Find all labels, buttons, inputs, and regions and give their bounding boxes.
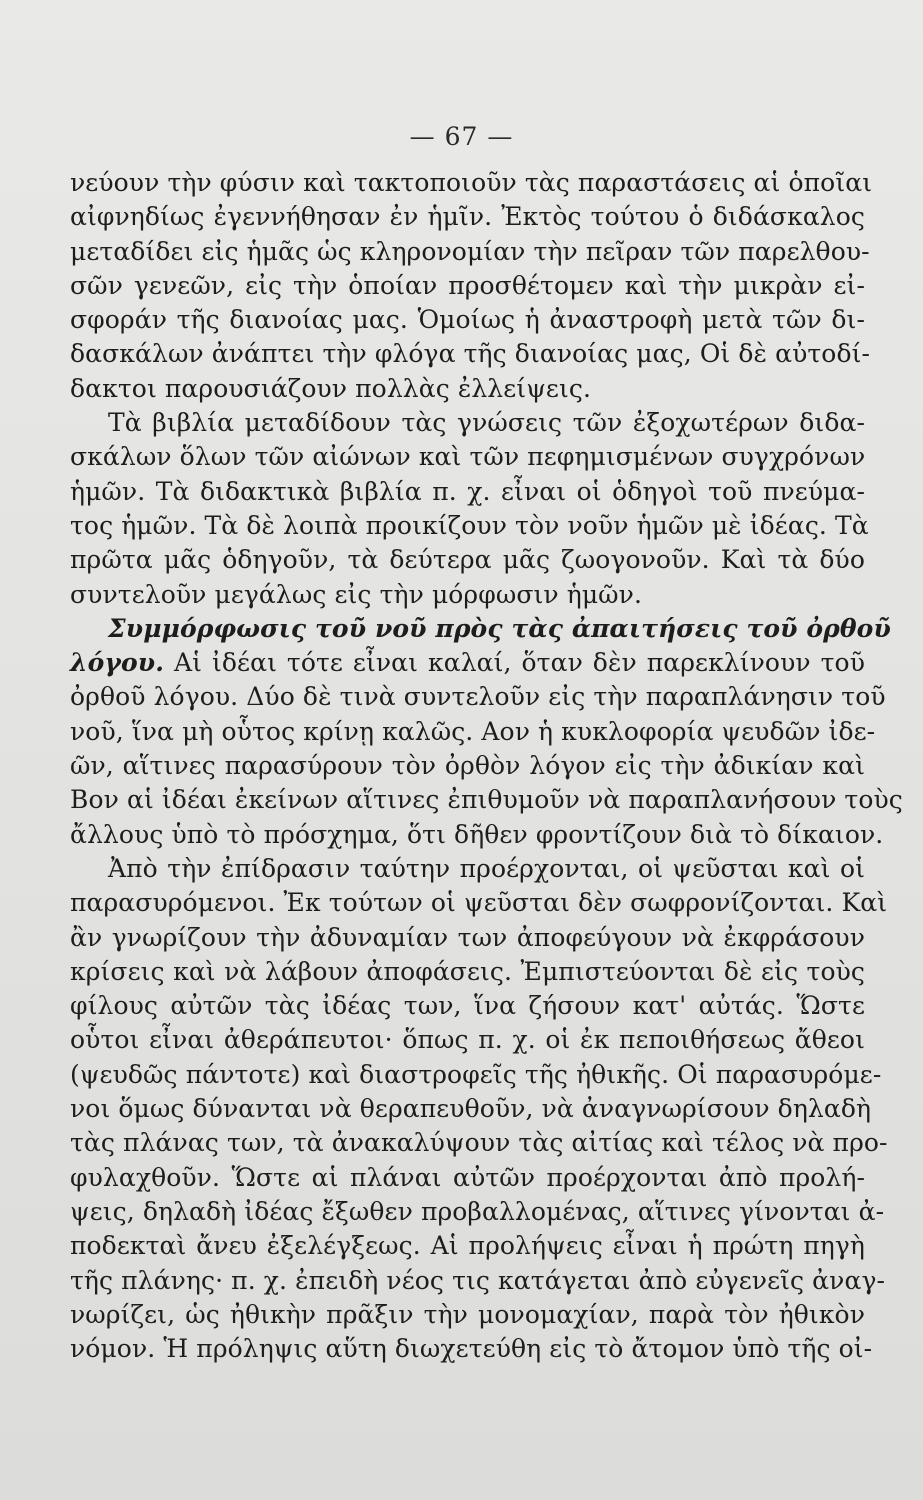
page-number: — 67 — — [409, 122, 514, 151]
section-heading: Συμμόρφωσις τοῦ νοῦ πρὸς τὰς ἀπαιτήσεις τοῦ ὀρθοῦ — [108, 613, 891, 643]
text-line: νόμον. Ἡ πρόληψις αὕτη διωχετεύθη εἰς τὸ ἄτομον ὑπὸ τῆς οἰ- — [70, 1334, 873, 1364]
body-text — [70, 166, 903, 1366]
text-line: Ἀπὸ τὴν ἐπίδρασιν ταύτην προέρχονται, οἱ ψεῦσται καὶ οἱ — [108, 853, 865, 883]
text-line: ἡμῶν. Τὰ διδακτικὰ βιβλία π. χ. εἶναι οἱ ὁδηγοὶ τοῦ πνεύμα- — [70, 476, 865, 506]
text-line: (ψευδῶς πάντοτε) καὶ διαστροφεῖς τῆς ἠθικῆς. Οἱ παρασυρόμε- — [70, 1059, 882, 1089]
text-line: τος ἡμῶν. Τὰ δὲ λοιπὰ προικίζουν τὸν νοῦν ἡμῶν μὲ ἰδέας. Τὰ — [70, 510, 869, 540]
text-line: δακτοι παρουσιάζουν πολλὰς ἐλλείψεις. — [70, 373, 592, 403]
text-line: σκάλων ὅλων τῶν αἰώνων καὶ τῶν πεφημισμένων συγχρόνων — [70, 442, 866, 472]
paragraph — [70, 406, 869, 612]
text-line: Βον αἱ ἰδέαι ἐκείνων αἵτινες ἐπιθυμοῦν νὰ παραπλανήσουν τοὺς — [70, 785, 903, 815]
text-line: μεταδίδει εἰς ἡμᾶς ὡς κληρονομίαν τὴν πεῖραν τῶν παρελθου- — [70, 236, 870, 266]
text-line: φίλους αὐτῶν τὰς ἰδέας των, ἵνα ζήσουν κατ' αὐτάς. Ὥστε — [70, 991, 865, 1021]
text-line: νεύουν τὴν φύσιν καὶ τακτοποιοῦν τὰς παραστάσεις αἱ ὁποῖαι — [70, 168, 873, 197]
text-line: ποδεκταὶ ἄνευ ἐξελέγξεως. Αἱ προλήψεις εἶναι ἡ πρώτη πηγὴ — [70, 1231, 865, 1261]
text-line: Τὰ βιβλία μεταδίδουν τὰς γνώσεις τῶν ἐξοχωτέρων διδα- — [108, 408, 865, 438]
text-line: συντελοῦν μεγάλως εἰς τὴν μόρφωσιν ἡμῶν. — [70, 579, 642, 609]
text-line: φυλαχθοῦν. Ὥστε αἱ πλάναι αὐτῶν προέρχονται ἀπὸ προλή- — [70, 1162, 865, 1192]
paragraph — [70, 852, 888, 1366]
text-fragment: Αἱ ἰδέαι τότε εἶναι καλαί, ὅταν δὲν παρεκλίνουν τοῦ — [164, 648, 865, 678]
text-line: ἄλλους ὑπὸ τὸ πρόσχημα, ὅτι δῆθεν φροντίζουν διὰ τὸ δίκαιον. — [70, 819, 884, 849]
paragraph — [70, 166, 873, 406]
paragraph — [70, 612, 903, 852]
text-line: ῶν, αἵτινες παρασύρουν τὸν ὀρθὸν λόγον εἰς τὴν ἀδικίαν καὶ — [70, 751, 865, 781]
section-heading-tail: λόγου. — [70, 648, 165, 678]
text-line: ψεις, δηλαδὴ ἰδέας ἔξωθεν προβαλλομένας, αἵτινες γίνονται ἀ- — [70, 1196, 885, 1226]
text-line: νωρίζει, ὡς ἠθικὴν πρᾶξιν τὴν μονομαχίαν, παρὰ τὸν ἠθικὸν — [70, 1299, 865, 1329]
text-line: αἰφνηδίως ἐγεννήθησαν ἐν ἡμῖν. Ἐκτὸς τούτου ὁ διδάσκαλος — [70, 202, 865, 232]
text-line: ἂν γνωρίζουν τὴν ἀδυναμίαν των ἀποφεύγουν νὰ ἐκφράσουν — [70, 922, 865, 952]
text-line: τὰς πλάνας των, τὰ ἀνακαλύψουν τὰς αἰτίας καὶ τέλος νὰ προ- — [70, 1128, 888, 1158]
text-line: οὗτοι εἶναι ἀθεράπευτοι· ὅπως π. χ. οἱ ἐκ πεποιθήσεως ἄθεοι — [70, 1025, 865, 1055]
text-line: νοι ὅμως δύνανται νὰ θεραπευθοῦν, νὰ ἀναγνωρίσουν δηλαδὴ — [70, 1094, 872, 1124]
text-line — [70, 646, 865, 680]
text-line: δασκάλων ἀνάπτει τὴν φλόγα τῆς διανοίας μας, Οἱ δὲ αὐτοδί- — [70, 339, 871, 369]
text-line: σφοράν τῆς διανοίας μας. Ὁμοίως ἡ ἀναστροφὴ μετὰ τῶν δι- — [70, 305, 865, 335]
text-line: σῶν γενεῶν, εἰς τὴν ὁποίαν προσθέτομεν καὶ τὴν μικρὰν εἰ- — [70, 270, 865, 300]
text-line: τῆς πλάνης· π. χ. ἐπειδὴ νέος τις κατάγεται ἀπὸ εὐγενεῖς ἀναγ- — [70, 1265, 886, 1295]
text-line: παρασυρόμενοι. Ἐκ τούτων οἱ ψεῦσται δὲν σωφρονίζονται. Καὶ — [70, 888, 888, 918]
text-line: πρῶτα μᾶς ὁδηγοῦν, τὰ δεύτερα μᾶς ζωογονοῦν. Καὶ τὰ δύο — [70, 545, 865, 575]
text-line: ὀρθοῦ λόγου. Δύο δὲ τινὰ συντελοῦν εἰς τὴν παραπλάνησιν τοῦ — [70, 682, 886, 712]
text-line: κρίσεις καὶ νὰ λάβουν ἀποφάσεις. Ἐμπιστεύονται δὲ εἰς τοὺς — [70, 956, 865, 986]
text-line: νοῦ, ἵνα μὴ οὗτος κρίνῃ καλῶς. Αον ἡ κυκλοφορία ψευδῶν ἰδε- — [70, 716, 876, 746]
section-heading-line — [70, 612, 891, 646]
